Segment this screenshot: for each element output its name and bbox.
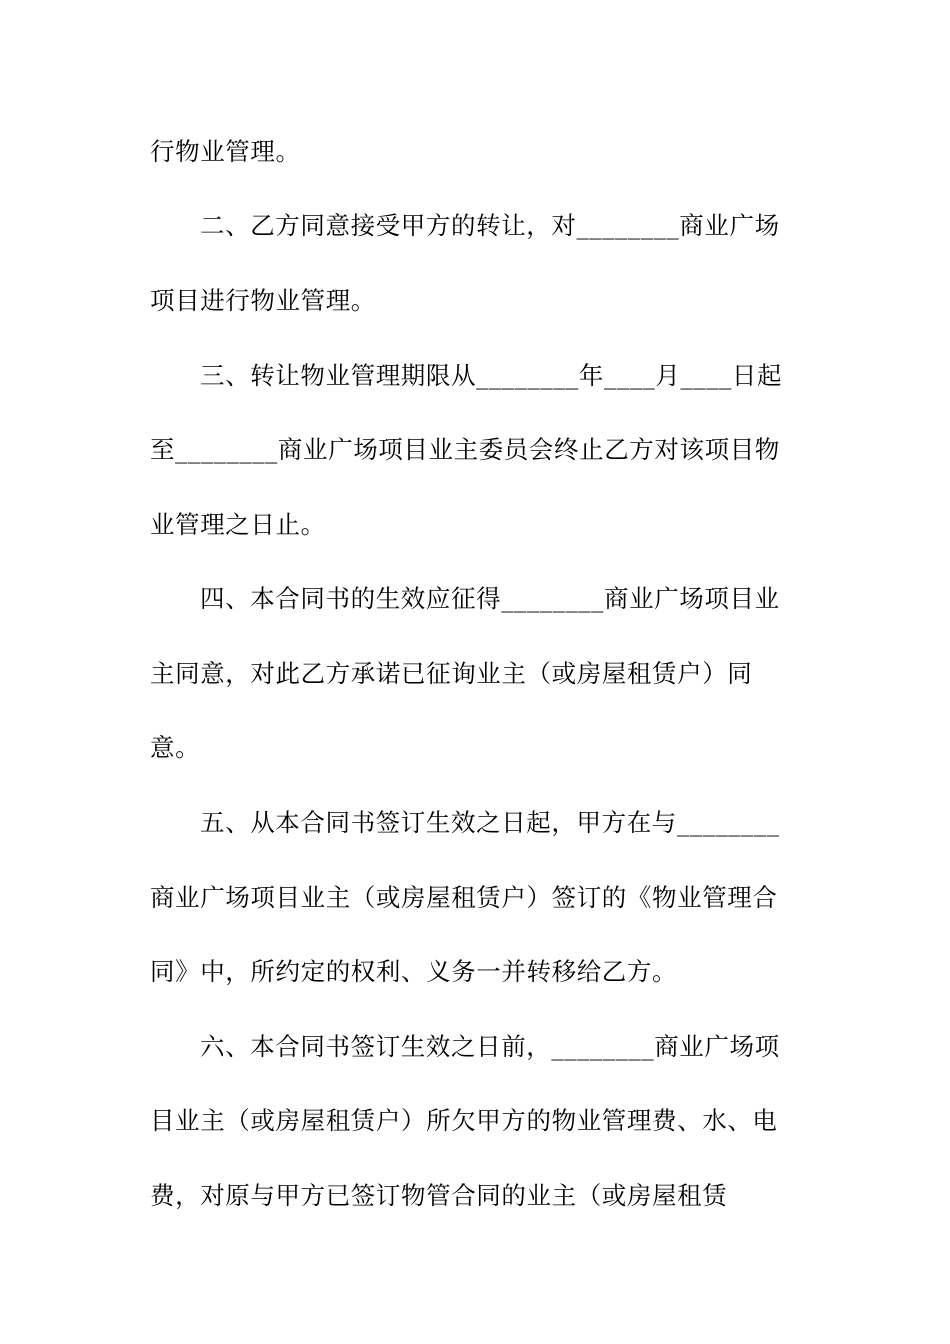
clause-6-line-3: 费，对原与甲方已签订物管合同的业主（或房屋租赁 [150,1181,728,1210]
clause-3-line-1: 三、转让物业管理期限从________年____月____日起 [200,361,783,390]
clause-3-line-2: 至________商业广场项目业主委员会终止乙方对该项目物 [150,435,780,464]
clause-5-line-3: 同》中，所约定的权利、义务一并转移给乙方。 [150,957,678,986]
clause-2-line-1: 二、乙方同意接受甲方的转让，对________商业广场 [200,211,780,240]
clause-4-line-1: 四、本合同书的生效应征得________商业广场项目业 [200,584,780,613]
text-line-1: 行物业管理。 [150,137,301,166]
clause-4-line-2: 主同意，对此乙方承诺已征询业主（或房屋租赁户）同 [150,659,753,688]
clause-6-line-1: 六、本合同书签订生效之日前，________商业广场项 [200,1032,780,1061]
clause-2-line-2: 项目进行物业管理。 [150,286,376,315]
clause-5-line-2: 商业广场项目业主（或房屋租赁户）签订的《物业管理合 [150,883,778,912]
clause-6-line-2: 目业主（或房屋租赁户）所欠甲方的物业管理费、水、电 [150,1106,778,1135]
clause-3-line-3: 业管理之日止。 [150,510,326,539]
clause-4-line-3: 意。 [150,733,201,762]
clause-5-line-1: 五、从本合同书签订生效之日起，甲方在与________ [200,808,780,837]
